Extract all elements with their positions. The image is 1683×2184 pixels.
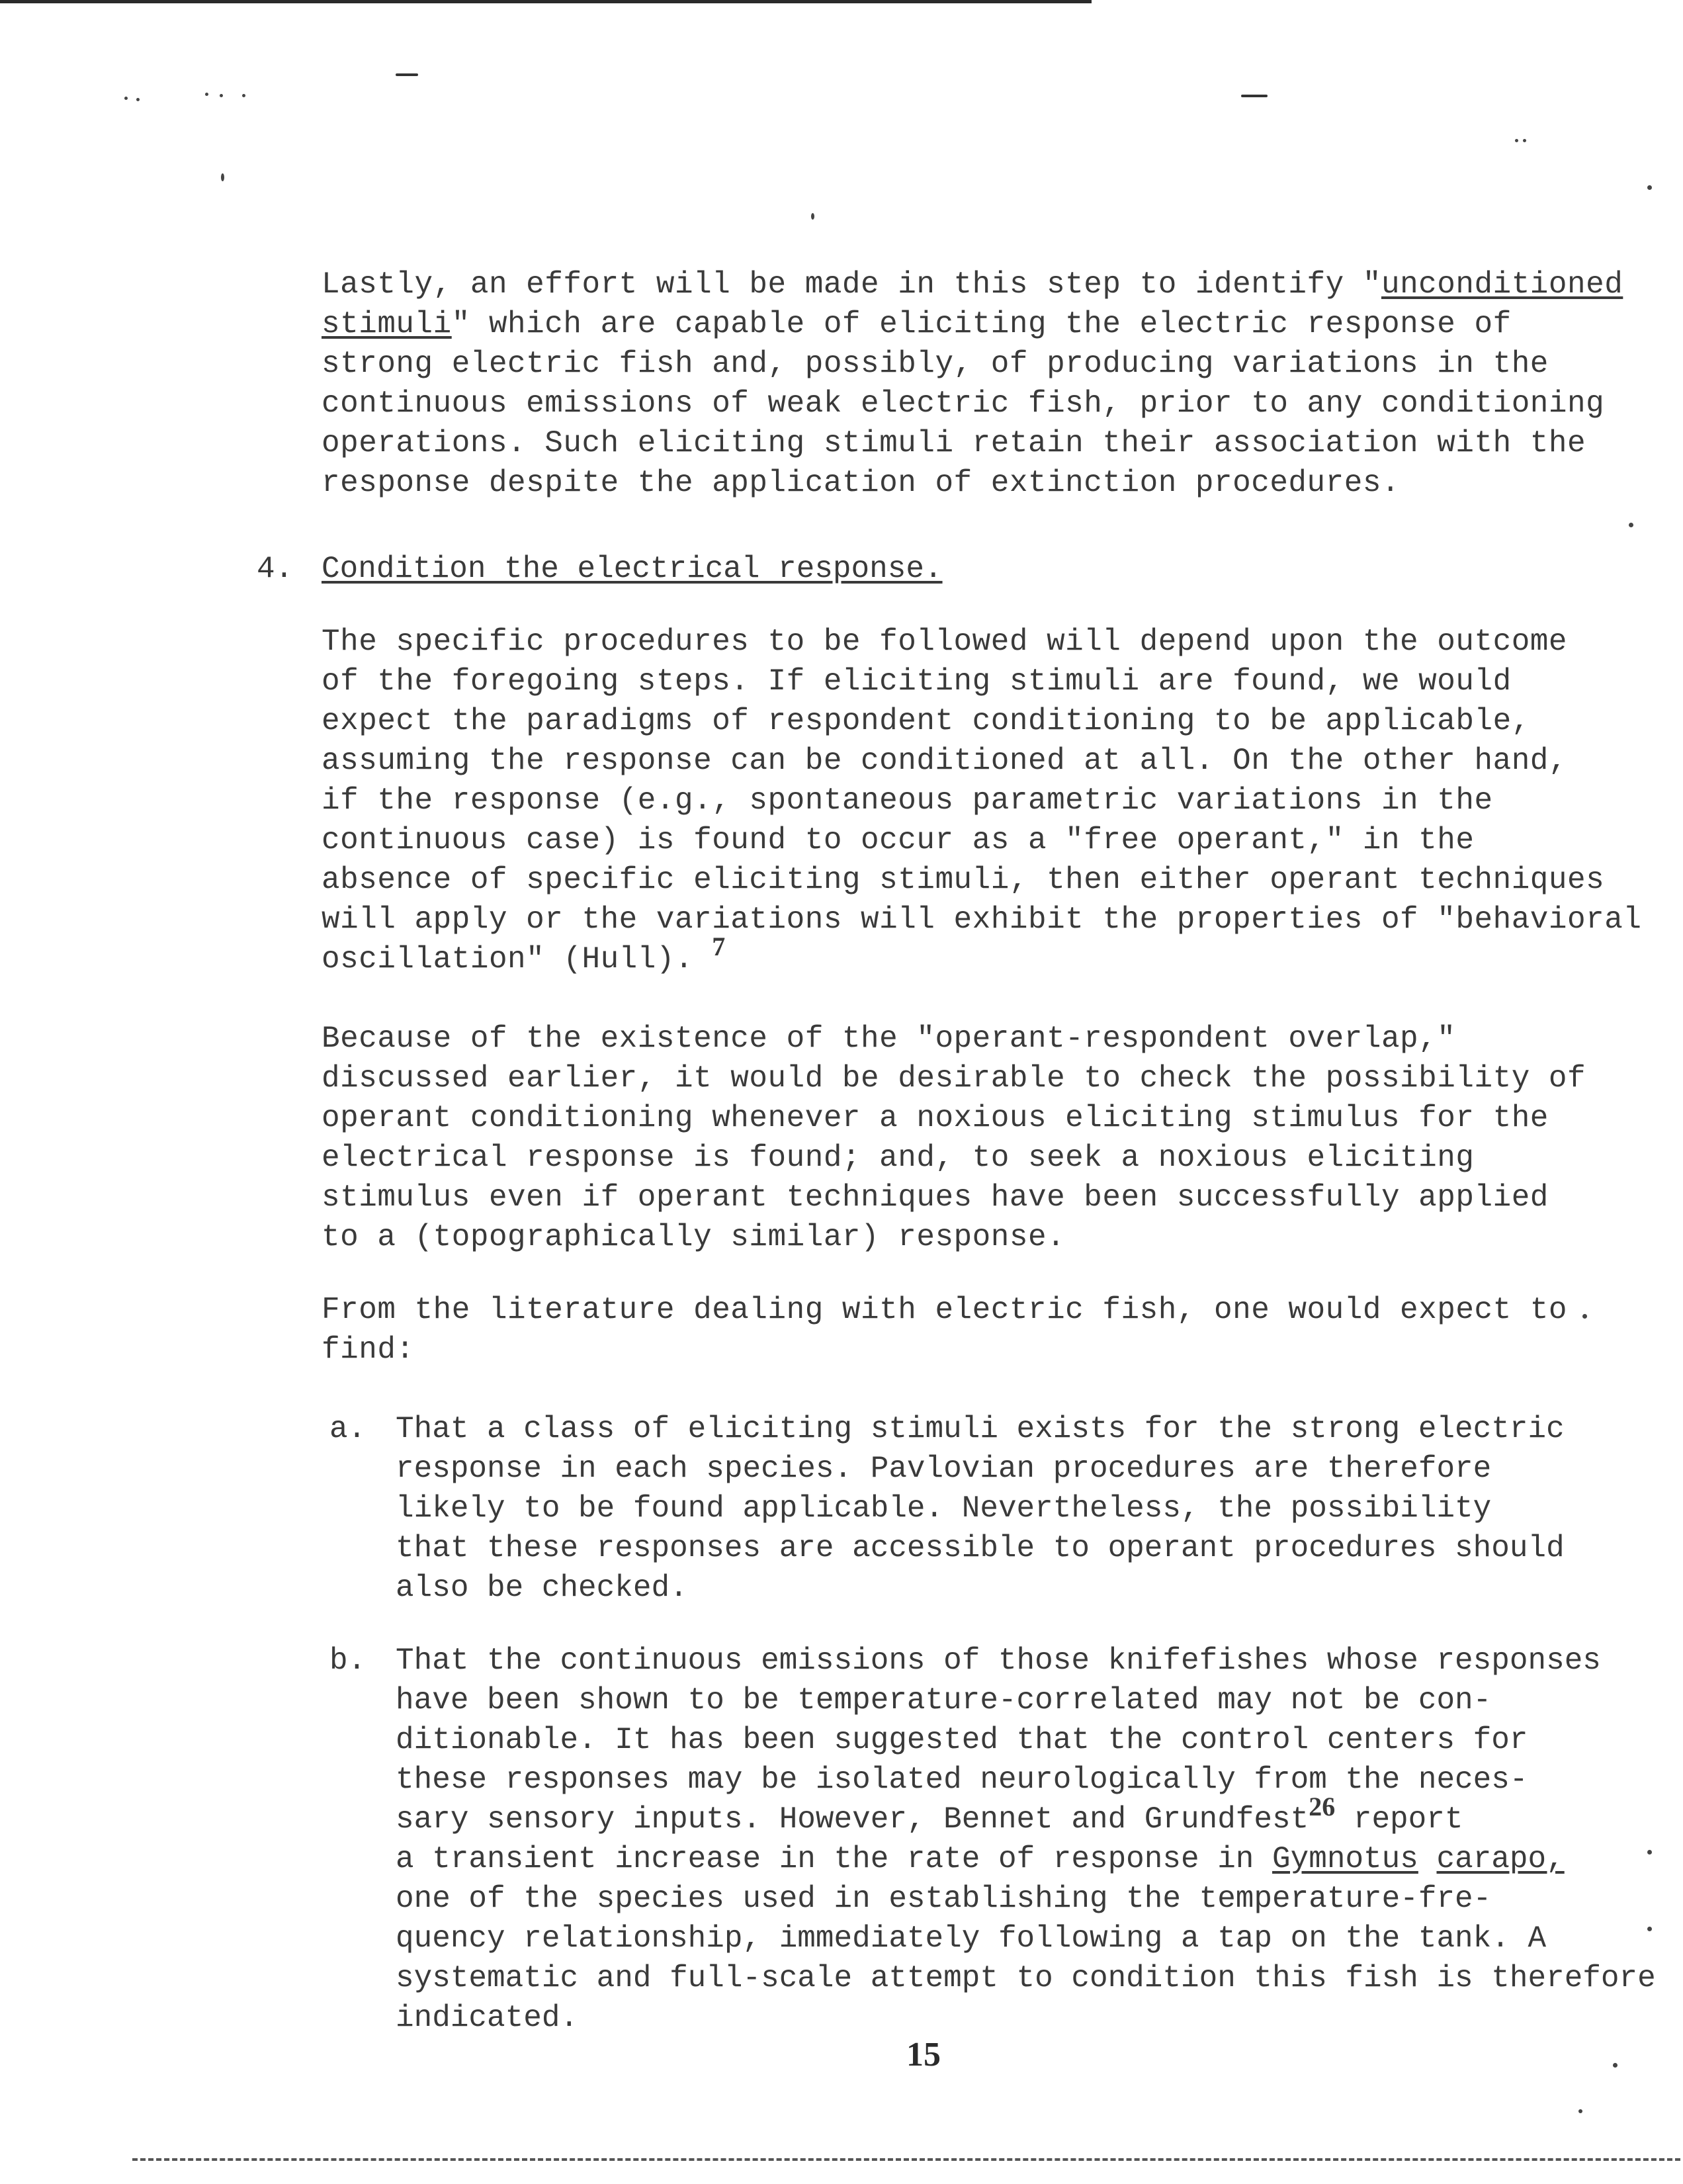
text-line: find: [322,1332,415,1367]
text-line: sary sensory inputs. However, Bennet and Grundfest$^{26}$ report [396,1792,1463,1837]
text-line: That a class of eliciting stimuli exists for the strong electric [396,1412,1565,1446]
scan-speck [1613,2063,1618,2068]
scan-speck [220,94,223,97]
footnote-reference-7: 7 [712,932,726,961]
text-line: quency relationship, immediately following a tap on the tank. A [396,1921,1547,1956]
text-line: response despite the application of extinction procedures. [322,466,1401,500]
page-number: 15 [906,2036,941,2074]
text-line: have been shown to be temperature-correlated may not be con- [396,1683,1492,1718]
scan-speck [1578,2109,1582,2113]
scan-speck [811,213,814,220]
text-line: to a (topographically similar) response. [322,1220,1066,1254]
text-line: electrical response is found; and, to seek a noxious eliciting [322,1141,1475,1175]
scan-speck [1582,1314,1587,1319]
text-line: of the foregoing steps. If eliciting stimuli are found, we would [322,664,1512,699]
bottom-rule [132,2158,1680,2161]
text-line: discussed earlier, it would be desirable to check the possibility of [322,1061,1586,1096]
scan-speck [242,94,245,97]
scan-speck [205,93,208,96]
underlined-term: stimuli [322,307,452,341]
text-line: expect the paradigms of respondent conditioning to be applicable, [322,704,1530,738]
list-item-a [396,1409,1586,1608]
footnote-reference-26: 26 [1309,1792,1336,1821]
paragraph-operant-respondent-overlap [322,1019,1586,1257]
text-line: will apply or the variations will exhibit the properties of "behavioral [322,902,1642,937]
scan-speck [124,97,128,100]
text-line: operations. Such eliciting stimuli retain their association with the [322,426,1586,460]
text-line: stimuli" which are capable of eliciting the electric response of [322,307,1512,341]
text-line: That the continuous emissions of those knifefishes whose responses [396,1643,1601,1678]
top-rule [0,0,1092,3]
underlined-term: unconditioned [1381,267,1623,302]
scan-speck [1647,185,1652,190]
text-line: likely to be found applicable. Nevertheless, the possibility [396,1491,1492,1526]
text-line: From the literature dealing with electric fish, one would expect to [322,1293,1568,1327]
text-line: assuming the response can be conditioned at all. On the other hand, [322,744,1568,778]
text-line: absence of specific eliciting stimuli, then either operant techniques [322,863,1605,897]
scan-speck [136,98,140,101]
text-line: oscillation" (Hull). $^7$ [322,932,726,977]
scan-mark [1241,95,1268,97]
text-line: response in each species. Pavlovian procedures are therefore [396,1452,1492,1486]
text-line: operant conditioning whenever a noxious eliciting stimulus for the [322,1101,1549,1135]
text-line: ditionable. It has been suggested that the control centers for [396,1723,1528,1757]
paragraph-unconditioned-stimuli [322,265,1623,503]
text-line: The specific procedures to be followed will depend upon the outcome [322,625,1568,659]
paragraph-specific-procedures [322,622,1642,979]
text-line: these responses may be isolated neurologically from the neces- [396,1763,1528,1797]
scan-speck [1523,139,1526,142]
section-heading: Condition the electrical response. [322,552,943,586]
text-line: indicated. [396,2001,579,2035]
scan-speck [1647,1850,1652,1855]
paragraph-literature-expectation [322,1290,1578,1370]
list-item-b-marker: b. [329,1643,367,1678]
text-line: Because of the existence of the "operant-respondent overlap," [322,1022,1456,1056]
text-line: that these responses are accessible to operant procedures should [396,1531,1565,1565]
list-item-a-marker: a. [329,1412,367,1446]
species-name: carapo, [1436,1842,1565,1876]
text-line: Lastly, an effort will be made in this step to identify "unconditioned [322,267,1623,302]
text-line: if the response (e.g., spontaneous parametric variations in the [322,783,1493,818]
scan-speck [1647,1927,1652,1931]
text-line: systematic and full-scale attempt to condition this fish is therefore [396,1961,1656,1995]
text-line: a transient increase in the rate of response in Gymnotus carapo, [396,1842,1565,1876]
text-line: stimulus even if operant techniques have been successfully applied [322,1180,1549,1215]
text-line: continuous case) is found to occur as a "free operant," in the [322,823,1475,857]
scan-speck [1515,139,1518,142]
scan-speck [221,173,224,181]
text-line: continuous emissions of weak electric fish, prior to any conditioning [322,386,1605,421]
text-line: strong electric fish and, possibly, of producing variations in the [322,347,1549,381]
section-number: 4. [257,552,294,586]
list-item-b [396,1641,1656,2038]
scan-mark [396,73,418,76]
scan-speck [1629,523,1633,527]
species-genus: Gymnotus [1272,1842,1418,1876]
text-line: also be checked. [396,1571,688,1605]
text-line: one of the species used in establishing the temperature-fre- [396,1882,1492,1916]
